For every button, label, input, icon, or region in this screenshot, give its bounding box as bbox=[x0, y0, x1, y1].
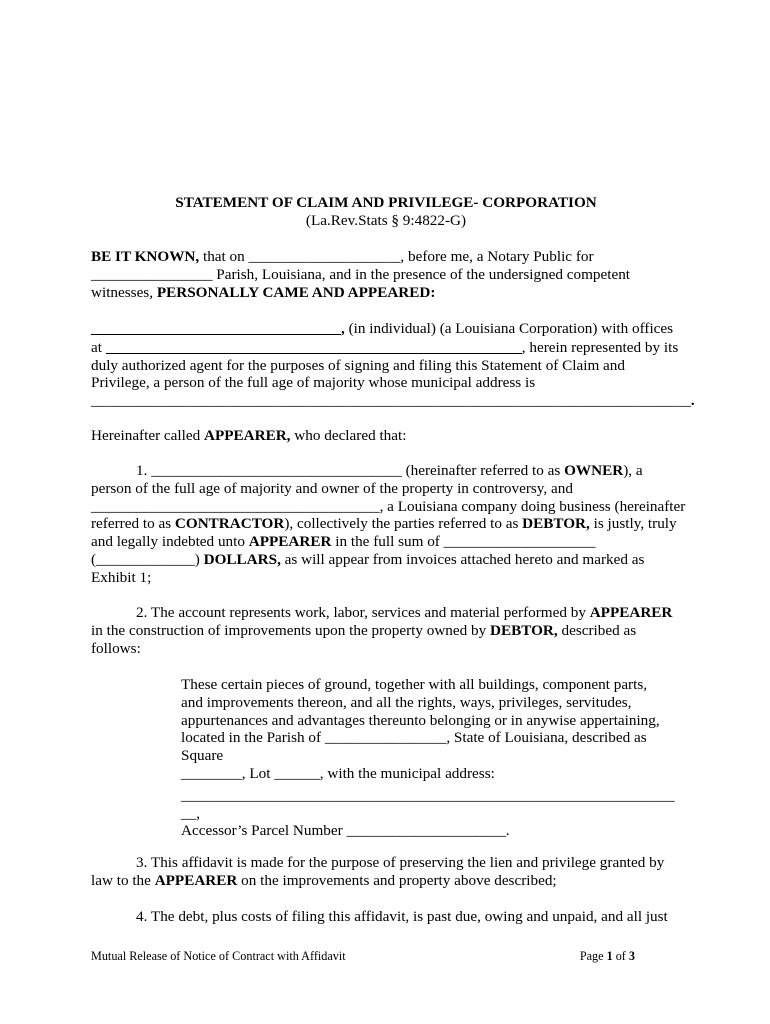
paragraph-4: 4. The debt, plus costs of filing this affidavit, is past due, owing and unpaid, and all just bbox=[136, 908, 668, 925]
appearer-office-blank[interactable] bbox=[106, 338, 522, 354]
intro-paragraph: BE IT KNOWN, that on ____________________, before me, a Notary Public for ________________ Parish, Louisiana, and in the presence of the undersigned competent witnesses, PERSONALLY CAME AND APPEARED: bbox=[91, 248, 631, 301]
appearer-paragraph: , (in individual) (a Louisiana Corporation) with offices at , herein represented by its duly authorized agent for the purposes of signing and filing this Statement of Claim and Privilege, a person of the full age of majority whose municipal address is _______________________________________________________________________________. bbox=[91, 320, 695, 410]
page-number: Page 1 of 3 bbox=[579, 949, 635, 963]
paragraph-3: 3. This affidavit is made for the purpose of preserving the lien and privilege granted by law to the APPEARER on the improvements and property above described; bbox=[91, 854, 665, 889]
document-title: STATEMENT OF CLAIM AND PRIVILEGE- CORPORATION bbox=[175, 194, 597, 211]
paragraph-1: 1. _________________________________ (hereinafter referred to as OWNER), a person of the full age of majority and owner of the property in controversy, and ______________________________________, a Louisiana company doing business (hereinafter referred to as CONTRACTOR), collectively the parties referred to as DEBTOR, is justly, truly and legally indebted unto APPEARER in the full sum of ____________________ (_____________) DOLLARS, as will appear from invoices attached hereto and marked as Exhibit 1; bbox=[91, 462, 686, 586]
legal-description: These certain pieces of ground, together with all buildings, component parts, and improvements thereon, and all the rights, ways, privileges, servitudes, appurtenances and advantages thereunto belonging or in anywise appertaining, located in the Parish of ________________, State of Louisiana, described as Square ________, Lot ______, with the municipal address: _________________________________________________________________ __, Accessor’s Parcel Number _____________________. bbox=[181, 676, 675, 840]
page-footer bbox=[91, 948, 635, 966]
footer-title: Mutual Release of Notice of Contract with Affidavit bbox=[91, 949, 346, 963]
paragraph-2: 2. The account represents work, labor, services and material performed by APPEARER in the construction of improvements upon the property owned by DEBTOR, described as follows: bbox=[91, 604, 673, 657]
statute-reference: (La.Rev.Stats § 9:4822-G) bbox=[305, 212, 467, 229]
hereinafter-line: Hereinafter called APPEARER, who declared that: bbox=[91, 427, 407, 444]
appearer-name-blank[interactable] bbox=[91, 319, 341, 335]
